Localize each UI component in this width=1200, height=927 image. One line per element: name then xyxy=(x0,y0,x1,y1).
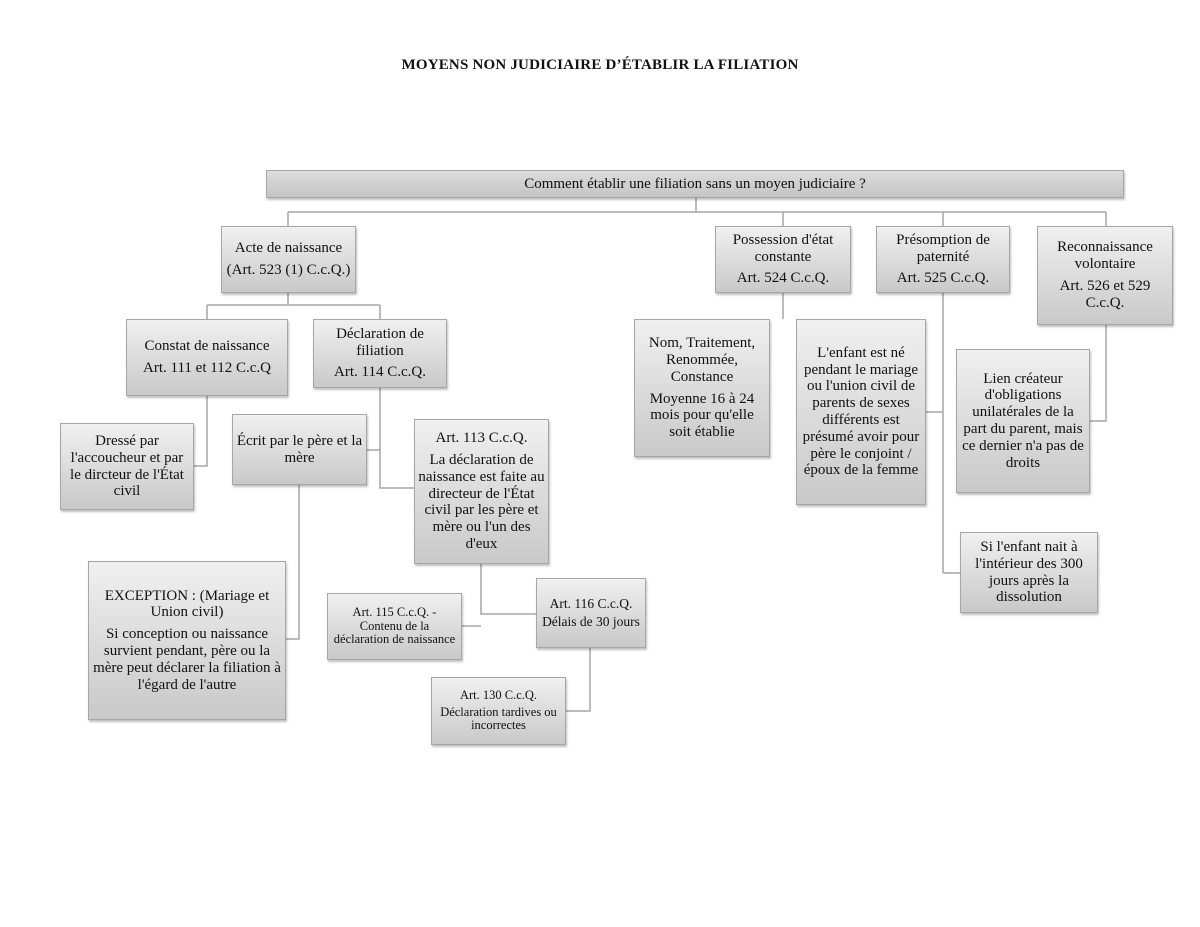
node-constat-title: Constat de naissance xyxy=(144,338,270,355)
node-art113-text: La déclaration de naissance est faite au directeur de l'État civil par les père et mère ou l'un des d'eux xyxy=(418,452,545,552)
node-acte-article: (Art. 523 (1) C.c.Q.) xyxy=(226,262,351,278)
node-ecrit-par xyxy=(232,414,367,485)
node-declaration-article: Art. 114 C.c.Q. xyxy=(334,364,426,381)
node-exception-text: Si conception ou naissance survient pendant, père ou la mère peut déclarer la filiation à l'égard de l'autre xyxy=(93,626,281,693)
node-dresse-text: Dressé par l'accoucheur et par le dircteur de l'État civil xyxy=(70,432,184,500)
node-declaration-title: Déclaration de filiation xyxy=(336,325,424,359)
node-enfant-presume xyxy=(796,319,926,505)
node-reconnaissance-volontaire xyxy=(1037,226,1173,325)
connector-to-exception xyxy=(286,485,299,639)
node-si300-text: Si l'enfant nait à l'intérieur des 300 jours après la dissolution xyxy=(975,538,1083,606)
node-exception xyxy=(88,561,286,720)
node-acte-de-naissance xyxy=(221,226,356,293)
node-constat-article: Art. 111 et 112 C.c.Q xyxy=(143,360,271,376)
connector-to-lien xyxy=(1090,325,1106,421)
node-ecrit-text: Écrit par le père et la mère xyxy=(236,432,363,466)
connector-art113-spine xyxy=(481,564,536,614)
node-exception-title: EXCEPTION : (Mariage et Union civil) xyxy=(104,587,270,621)
node-possession-etat xyxy=(715,226,851,293)
connector-declaration-spine xyxy=(380,388,414,488)
node-reconnaissance-title: Reconnaissance volontaire xyxy=(1057,239,1153,273)
node-possession-title: Possession d'état constante xyxy=(732,231,834,265)
node-possession-article: Art. 524 C.c.Q. xyxy=(736,270,830,287)
connector-to-dresse xyxy=(194,396,207,466)
node-declaration-filiation xyxy=(313,319,447,388)
node-enfant-text: L'enfant est né pendant le mariage ou l'union civil de parents de sexes différents est présumé avoir pour père le conjoint / époux de la femme xyxy=(802,344,920,479)
node-nom-elements: Nom, Traitement, Renommée, Constance xyxy=(648,335,756,385)
root-question-text: Comment établir une filiation sans un moyen judiciaire ? xyxy=(524,175,866,192)
node-art116-article: Art. 116 C.c.Q. xyxy=(549,595,633,611)
node-presomption-paternite xyxy=(876,226,1010,293)
node-nom-duree: Moyenne 16 à 24 mois pour qu'elle soit établie xyxy=(649,390,755,441)
node-presomption-article: Art. 525 C.c.Q. xyxy=(896,270,990,287)
node-art-130 xyxy=(431,677,566,745)
node-constat-naissance xyxy=(126,319,288,396)
node-art-115 xyxy=(327,593,462,660)
node-reconnaissance-article: Art. 526 et 529 C.c.Q. xyxy=(1059,278,1151,311)
node-art130-article: Art. 130 C.c.Q. xyxy=(459,687,538,702)
node-presomption-title: Présomption de paternité xyxy=(896,231,990,265)
node-art-113 xyxy=(414,419,549,564)
node-acte-title: Acte de naissance xyxy=(234,240,343,257)
node-art-116 xyxy=(536,578,646,648)
node-dresse-par xyxy=(60,423,194,510)
node-art113-article: Art. 113 C.c.Q. xyxy=(435,430,528,447)
page-title: MOYENS NON JUDICIAIRE D’ÉTABLIR LA FILIATION xyxy=(401,57,799,73)
node-lien-createur xyxy=(956,349,1090,493)
node-art130-text: Déclaration tardives ou incorrectes xyxy=(440,704,557,733)
root-question-box xyxy=(266,170,1124,198)
node-art116-text: Délais de 30 jours xyxy=(542,613,640,629)
connector-to-art130 xyxy=(566,648,590,711)
node-art115-text: Art. 115 C.c.Q. - Contenu de la déclaration de naissance xyxy=(333,604,456,647)
node-lien-text: Lien créateur d'obligations unilatérales de la part du parent, mais ce dernier n'a pas de droits xyxy=(962,370,1084,471)
node-nom-traitement xyxy=(634,319,770,457)
node-si-300-jours xyxy=(960,532,1098,613)
